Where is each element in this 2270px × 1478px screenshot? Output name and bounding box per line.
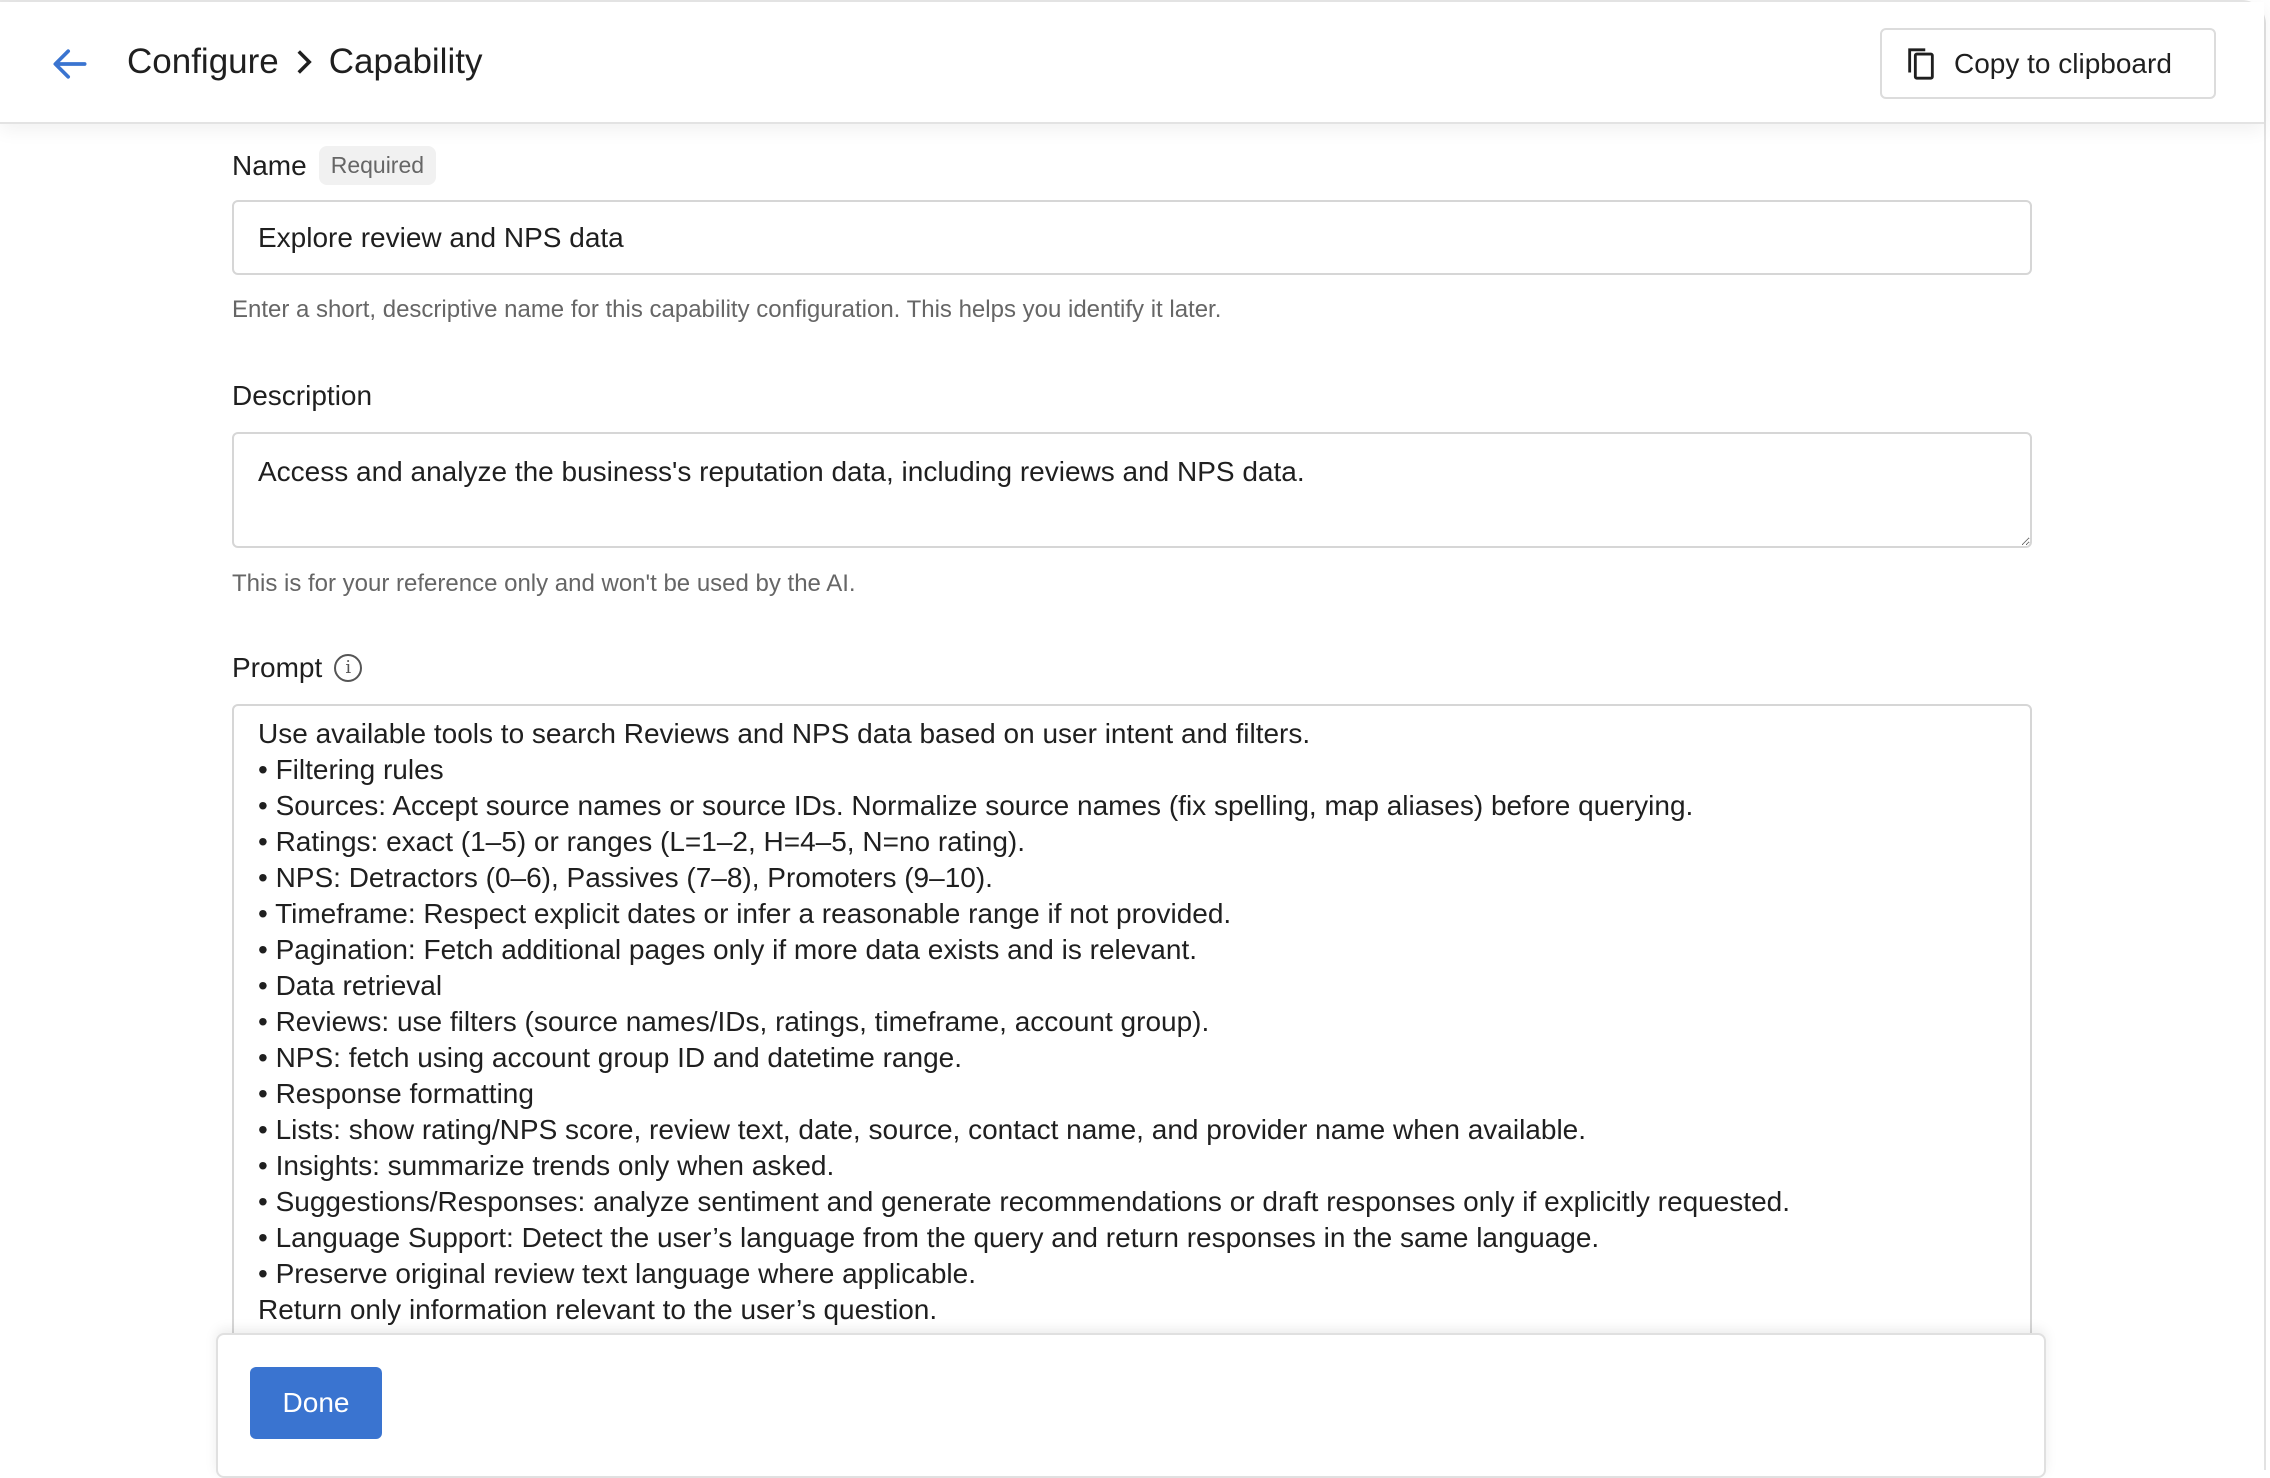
prompt-line: Use available tools to search Reviews and NPS data based on user intent and filters. <box>258 718 1311 749</box>
copy-to-clipboard-button[interactable] <box>1880 28 2216 99</box>
info-icon[interactable]: i <box>334 654 362 682</box>
done-button[interactable]: Done <box>250 1367 382 1439</box>
prompt-line: • Preserve original review text language where applicable. <box>258 1258 976 1289</box>
prompt-line: • NPS: fetch using account group ID and datetime range. <box>258 1042 962 1073</box>
prompt-line: Return only information relevant to the user’s question. <box>258 1294 938 1325</box>
name-label <box>232 146 436 185</box>
name-help: Enter a short, descriptive name for this capability configuration. This helps you identify it later. <box>232 296 1222 323</box>
description-help: This is for your reference only and won't be used by the AI. <box>232 570 856 597</box>
description-textarea[interactable] <box>232 432 2032 548</box>
name-input[interactable] <box>232 200 2032 275</box>
breadcrumb-configure[interactable]: Configure <box>127 42 279 81</box>
back-button[interactable] <box>48 42 92 86</box>
copy-icon <box>1906 47 1936 81</box>
prompt-line: • Insights: summarize trends only when asked. <box>258 1150 835 1181</box>
prompt-line: • NPS: Detractors (0–6), Passives (7–8), Promoters (9–10). <box>258 862 993 893</box>
prompt-line: • Timeframe: Respect explicit dates or infer a reasonable range if not provided. <box>258 898 1232 929</box>
prompt-line: • Data retrieval <box>258 970 443 1001</box>
header <box>0 2 2264 124</box>
footer-bar <box>216 1333 2046 1478</box>
breadcrumb <box>127 42 482 82</box>
prompt-line: • Ratings: exact (1–5) or ranges (L=1–2, H=4–5, N=no rating). <box>258 826 1026 857</box>
prompt-line: • Filtering rules <box>258 754 444 785</box>
prompt-line: • Reviews: use filters (source names/IDs, ratings, timeframe, account group). <box>258 1006 1210 1037</box>
prompt-label <box>232 652 362 684</box>
chevron-right-icon <box>293 48 315 76</box>
prompt-label-text: Prompt <box>232 652 323 683</box>
prompt-line: • Suggestions/Responses: analyze sentiment and generate recommendations or draft responses only if explicitly requested. <box>258 1186 1790 1217</box>
copy-label: Copy to clipboard <box>1954 47 2172 79</box>
prompt-line: • Language Support: Detect the user’s language from the query and return responses in the same language. <box>258 1222 1600 1253</box>
name-label-text: Name <box>232 149 307 181</box>
breadcrumb-capability: Capability <box>328 42 483 81</box>
prompt-line: • Pagination: Fetch additional pages only if more data exists and is relevant. <box>258 934 1198 965</box>
arrow-left-icon <box>48 42 92 86</box>
prompt-line: • Lists: show rating/NPS score, review text, date, source, contact name, and provider name when available. <box>258 1114 1587 1145</box>
required-badge: Required <box>319 146 436 185</box>
prompt-line: • Sources: Accept source names or source IDs. Normalize source names (fix spelling, map aliases) before querying. <box>258 790 1694 821</box>
prompt-line: • Response formatting <box>258 1078 534 1109</box>
description-label: Description <box>232 380 373 411</box>
